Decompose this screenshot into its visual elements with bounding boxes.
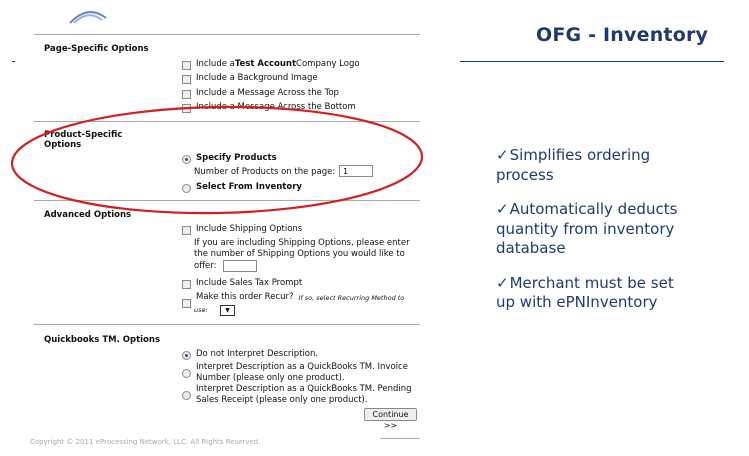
- shipping-help-line2: the number of Shipping Options you would like to: [194, 249, 405, 259]
- recur-use-label: use:: [194, 306, 208, 314]
- qb-invoice-option[interactable]: [182, 362, 408, 384]
- qb-invoice-label-line1: Interpret Description as a QuickBooks TM. Invoice: [196, 362, 408, 372]
- logo-option-label-bold: Test Account: [234, 59, 297, 69]
- bullet-text: Simplifies ordering process: [496, 146, 651, 184]
- message-top-option[interactable]: [182, 88, 339, 99]
- qb-receipt-option[interactable]: [182, 384, 412, 406]
- qb-receipt-label: [196, 384, 412, 406]
- num-products-input[interactable]: 1: [339, 165, 373, 177]
- num-products-label: Number of Products on the page:: [194, 167, 336, 177]
- background-image-label: Include a Background Image: [196, 73, 318, 83]
- shipping-count-input[interactable]: [223, 260, 257, 272]
- select-inventory-label: Select From Inventory: [196, 182, 302, 192]
- qb-receipt-label-line2: Sales Receipt (please only one product).: [196, 395, 368, 405]
- copyright-footer: Copyright © 2011 eProcessing Network, LLC. All Rights Reserved.: [30, 438, 261, 446]
- bullet-item: [496, 200, 686, 259]
- product-specific-heading-line2: Options: [44, 140, 82, 150]
- continue-button[interactable]: Continue >>: [364, 408, 417, 421]
- qb-no-interpret-radio[interactable]: [182, 351, 191, 360]
- message-top-label: Include a Message Across the Top: [196, 88, 339, 98]
- slide-title: OFG - Inventory: [536, 24, 709, 46]
- shipping-option[interactable]: [182, 224, 302, 235]
- qb-invoice-label: [196, 362, 408, 384]
- divider: [34, 324, 420, 325]
- select-inventory-radio[interactable]: [182, 184, 191, 193]
- shipping-help-line1: If you are including Shipping Options, please enter: [194, 238, 410, 248]
- chevron-down-icon: ▼: [225, 307, 230, 314]
- select-inventory-option[interactable]: [182, 182, 302, 193]
- advanced-heading: Advanced Options: [44, 210, 132, 220]
- bullet-list: [496, 146, 686, 328]
- quickbooks-heading: Quickbooks TM. Options: [44, 335, 160, 345]
- recur-option[interactable]: [182, 292, 404, 308]
- message-bottom-checkbox[interactable]: [182, 104, 191, 113]
- qb-no-interpret-option[interactable]: [182, 349, 318, 360]
- divider: [34, 200, 420, 201]
- sales-tax-checkbox[interactable]: [182, 280, 191, 289]
- specify-products-radio[interactable]: [182, 155, 191, 164]
- qb-invoice-label-line2: Number (please only one product).: [196, 373, 345, 383]
- checkmark-icon: ✓: [496, 273, 509, 292]
- logo-option-label-post: Company Logo: [296, 59, 360, 69]
- divider: [34, 121, 420, 122]
- qb-no-interpret-label: Do not Interpret Description.: [196, 349, 319, 359]
- recur-method-select[interactable]: [220, 305, 235, 316]
- background-image-checkbox[interactable]: [182, 75, 191, 84]
- order-form: [34, 34, 420, 438]
- footer-divider: [380, 438, 420, 439]
- shipping-checkbox[interactable]: [182, 226, 191, 235]
- message-top-checkbox[interactable]: [182, 90, 191, 99]
- background-image-option[interactable]: [182, 73, 318, 84]
- bullet-text: Merchant must be set up with ePNInventory: [496, 273, 674, 311]
- checkmark-icon: ✓: [496, 200, 509, 218]
- sales-tax-label: Include Sales Tax Prompt: [196, 278, 303, 288]
- message-bottom-option[interactable]: [182, 102, 356, 113]
- qb-receipt-radio[interactable]: [182, 391, 191, 400]
- page-specific-heading: Page-Specific Options: [44, 44, 149, 54]
- bullet-item: [496, 146, 686, 185]
- product-specific-heading-line1: Product-Specific: [44, 130, 123, 140]
- recur-note: If so, select Recurring Method to: [298, 294, 405, 302]
- title-divider: [460, 61, 724, 62]
- shipping-label: Include Shipping Options: [196, 224, 303, 234]
- qb-invoice-radio[interactable]: [182, 369, 191, 378]
- decorative-tick: [12, 61, 15, 62]
- logo-option[interactable]: [182, 59, 360, 70]
- shipping-help-line3: offer:: [194, 261, 217, 271]
- specify-products-label: Specify Products: [196, 153, 277, 163]
- logo-checkbox[interactable]: [182, 61, 191, 70]
- checkmark-icon: ✓: [496, 146, 509, 164]
- divider: [34, 34, 420, 35]
- bullet-text: Automatically deducts quantity from inventory database: [496, 200, 678, 257]
- bullet-item: [496, 274, 686, 313]
- qb-receipt-label-line1: Interpret Description as a QuickBooks TM. Pending: [196, 384, 412, 394]
- logo-swoosh-icon: [68, 6, 108, 24]
- message-bottom-label: Include a Message Across the Bottom: [196, 102, 356, 112]
- sales-tax-option[interactable]: [182, 278, 302, 289]
- recur-label: Make this order Recur?: [196, 292, 294, 302]
- logo-option-label-pre: Include a: [196, 59, 235, 69]
- recur-checkbox[interactable]: [182, 299, 191, 308]
- specify-products-option[interactable]: [182, 153, 277, 164]
